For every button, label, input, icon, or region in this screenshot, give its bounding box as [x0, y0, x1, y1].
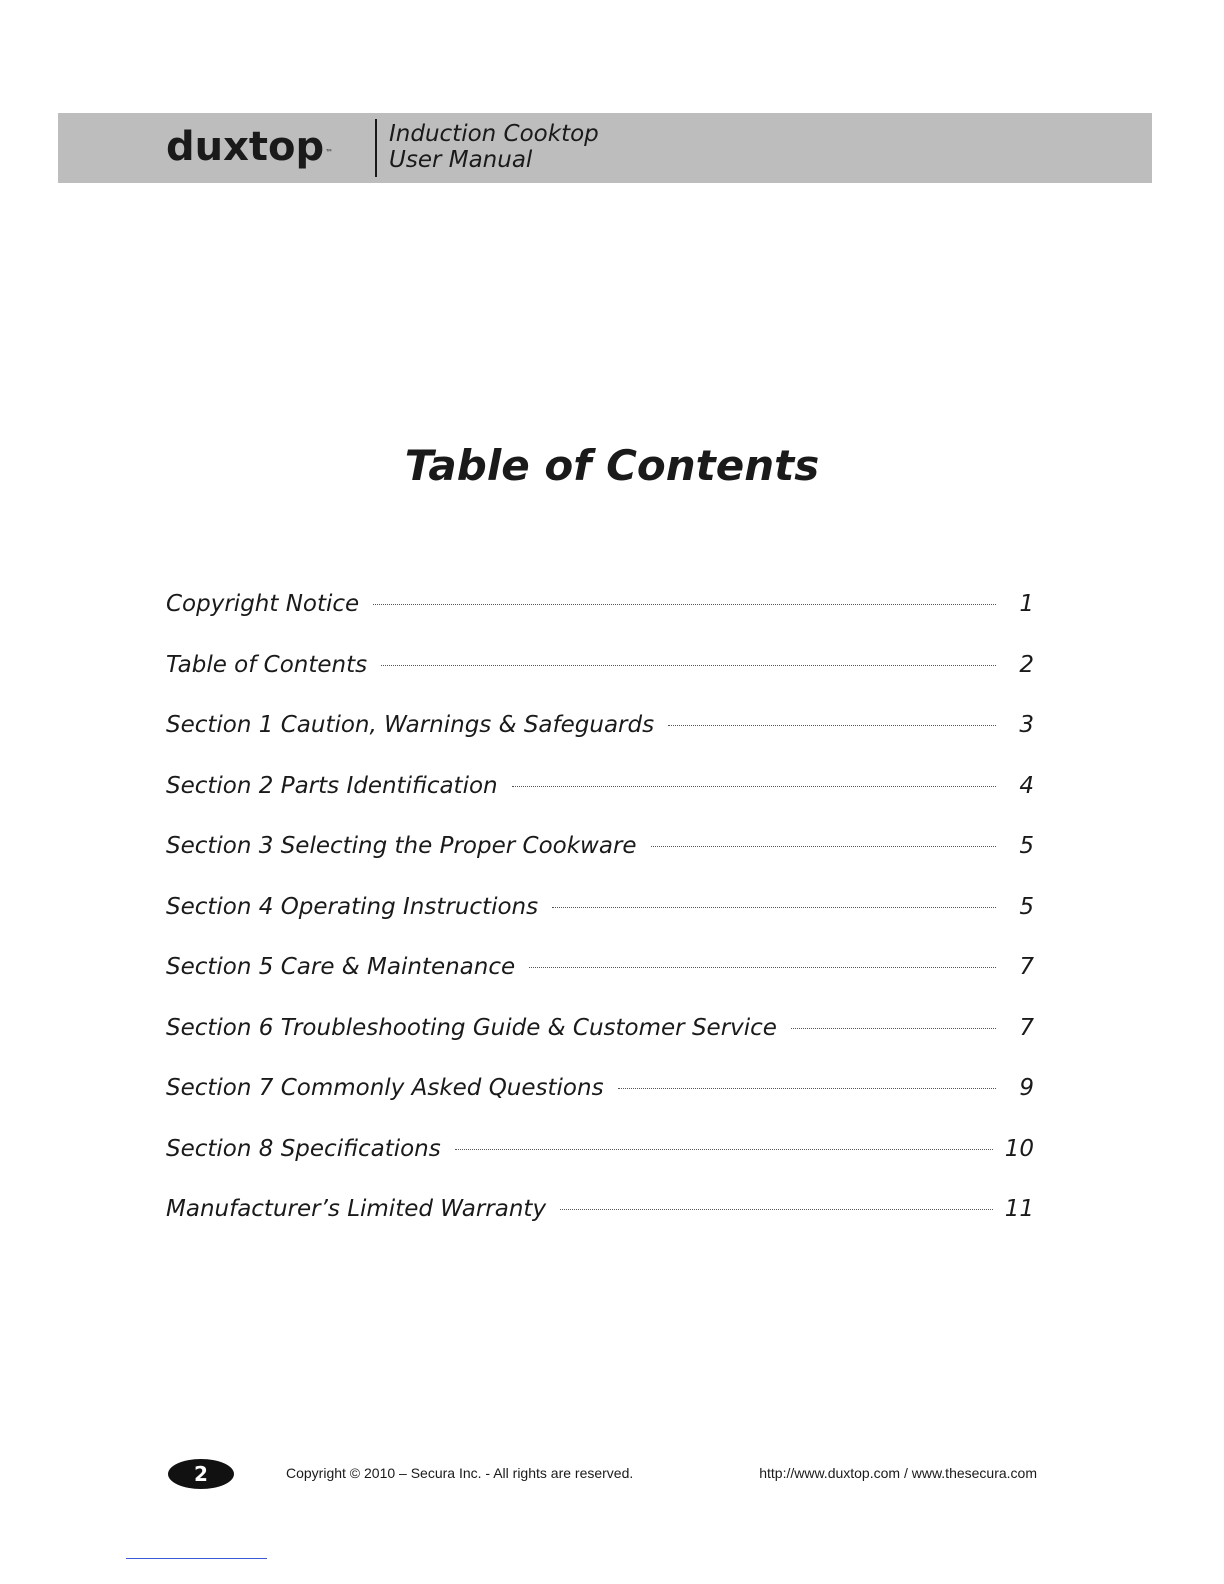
toc-entry-label[interactable]: Section 4 Operating Instructions — [166, 893, 539, 920]
toc-entry-label[interactable]: Section 5 Care & Maintenance — [166, 954, 516, 980]
toc-entry-label[interactable]: Manufacturer’s Limited Warranty — [166, 1196, 547, 1222]
toc-entry-page: 4 — [1019, 772, 1034, 799]
toc-entry-page: 7 — [1019, 1014, 1034, 1041]
toc-entry-label[interactable]: Table of Contents — [166, 651, 368, 678]
toc-entry-page: 2 — [1019, 651, 1034, 678]
toc-entry-page: 7 — [1019, 954, 1034, 980]
toc-entry[interactable] — [166, 1015, 1034, 1076]
toc-entry[interactable] — [166, 1196, 1034, 1257]
header-title-line2: User Manual — [389, 147, 533, 173]
toc-entry[interactable] — [166, 833, 1034, 894]
toc-entry[interactable] — [166, 894, 1034, 955]
toc-entry[interactable] — [166, 652, 1034, 713]
logo-text: duxtop — [166, 124, 325, 170]
header-title-line1: Induction Cooktop — [389, 121, 599, 147]
toc-entry-page: 10 — [1004, 1135, 1034, 1162]
toc-entry-label[interactable]: Section 2 Parts Identification — [166, 772, 498, 799]
toc-entry-label[interactable]: Section 7 Commonly Asked Questions — [166, 1075, 604, 1101]
header-divider — [375, 119, 377, 177]
page-title: Table of Contents — [404, 441, 820, 490]
toc-dot-leader — [618, 1088, 996, 1089]
bottom-rule — [126, 1558, 267, 1559]
toc-entry[interactable] — [166, 773, 1034, 834]
toc-entry-label[interactable]: Section 8 Specifications — [166, 1135, 441, 1162]
toc-entry[interactable] — [166, 1075, 1034, 1136]
toc-entry-page: 5 — [1019, 833, 1034, 859]
toc-entry-label[interactable]: Copyright Notice — [166, 591, 360, 617]
toc-entry-label[interactable]: Section 1 Caution, Warnings & Safeguards — [166, 712, 655, 738]
toc-dot-leader — [651, 846, 996, 847]
toc-entry[interactable] — [166, 712, 1034, 773]
toc-dot-leader — [668, 725, 996, 726]
toc-dot-leader — [512, 786, 996, 787]
toc-entry-page: 9 — [1019, 1075, 1034, 1101]
toc-entry-page: 3 — [1019, 712, 1034, 738]
toc-entry-label[interactable]: Section 3 Selecting the Proper Cookware — [166, 833, 637, 859]
toc-dot-leader — [455, 1149, 993, 1150]
toc-list — [166, 591, 1034, 1257]
toc-dot-leader — [381, 665, 996, 666]
page-number-badge: 2 — [168, 1459, 234, 1489]
toc-dot-leader — [560, 1209, 993, 1210]
toc-dot-leader — [791, 1028, 996, 1029]
toc-dot-leader — [529, 967, 996, 968]
header-title — [389, 121, 599, 173]
logo-trademark: ™ — [325, 148, 334, 157]
duxtop-logo — [166, 124, 334, 170]
toc-entry[interactable] — [166, 1136, 1034, 1197]
footer-urls[interactable]: http://www.duxtop.com / www.thesecura.com — [759, 1465, 1037, 1481]
footer-copyright: Copyright © 2010 – Secura Inc. - All rights are reserved. — [286, 1465, 634, 1481]
toc-dot-leader — [373, 604, 996, 605]
toc-entry[interactable] — [166, 954, 1034, 1015]
toc-entry-page: 11 — [1004, 1196, 1034, 1222]
toc-entry-label[interactable]: Section 6 Troubleshooting Guide & Customer Service — [166, 1014, 777, 1041]
header-bar — [58, 113, 1152, 183]
toc-entry-page: 1 — [1019, 591, 1034, 617]
toc-entry[interactable] — [166, 591, 1034, 652]
toc-dot-leader — [552, 907, 996, 908]
toc-entry-page: 5 — [1019, 893, 1034, 920]
